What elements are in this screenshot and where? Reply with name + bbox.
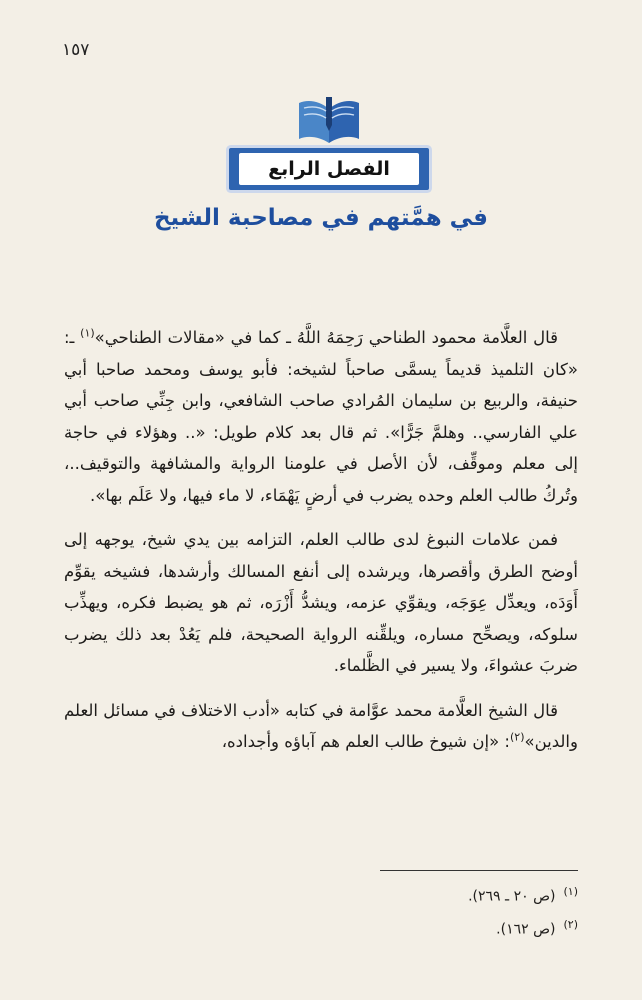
footnote-ref-1: (١) — [80, 326, 95, 340]
chapter-title: في همَّتهم في مصاحبة الشيخ — [153, 205, 488, 231]
footnote-2-text: (ص ١٦٢). — [496, 921, 556, 938]
paragraph-2-text: فمن علامات النبوغ لدى طالب العلم، التزامه بين يدي شيخ، يوجهه إلى أوضح الطرق وأقصرها، ويرشده إلى أنفع المسالك وأرشدها، فشيخه يقوِّم أَوَدَه، ويعدِّل عِوَجَه، ويقوِّي عزمه، ويشدُّ أَزْرَه، ثم هو يضبط فكره، ويهذِّب سلوكه، ويصحِّح مساره، ويلقِّنه الرواية الصحيحة، فلم يَعُدْ بعد ذلك يضرب ضربَ عشواءَ، ولا يسير في الظَّلماء. — [64, 530, 578, 675]
paragraph-1-text-a: قال العلَّامة محمود الطناحي رَحِمَهُ اللَّهُ ـ كما في «مقالات الطناحي» — [94, 328, 559, 347]
footnote-1 — [64, 878, 578, 911]
paragraph-2 — [64, 524, 578, 682]
chapter-banner — [229, 148, 429, 190]
footnotes — [64, 878, 578, 943]
paragraph-3-text-a: قال الشيخ العلَّامة محمد عوَّامة في كتابه «أدب الاختلاف في مسائل العلم والدين» — [64, 700, 578, 751]
paragraph-3-text-b: : «إن شيوخ طالب العلم هم آباؤه وأجداده، — [221, 732, 510, 751]
paragraph-1-text-b: ـ: «كان التلميذ قديماً يسمَّى صاحباً لشيخه: فأبو يوسف ومحمد صاحبا أبي حنيفة، والربيع بن سليمان المُرادي صاحب الشافعي، وابن جِنِّي صاحب أبي علي الفارسي.. وهلمَّ جَرًّا». ثم قال بعد كلام طويل: «.. وهؤلاء في حاجة إلى معلم وموقِّف، لأن الأصل في علومنا الرواية والمشافهة والتوقيف..، وتُركُ طالب العلم وحده يضرب في أرضٍ يَهْمَاء، لا ماء فيها، ولا عَلَم بها». — [64, 328, 578, 505]
footnote-1-text: (ص ٢٠ ـ ٢٦٩). — [468, 888, 556, 905]
chapter-label: الفصل الرابع — [239, 153, 419, 185]
open-book-icon — [296, 95, 362, 145]
footnote-2 — [64, 911, 578, 944]
footnote-divider — [380, 870, 578, 871]
footnote-ref-2: (٢) — [509, 730, 525, 744]
body-text — [64, 322, 578, 771]
footnote-1-number: (١) — [563, 885, 578, 898]
paragraph-3 — [64, 695, 578, 758]
page-number: ١٥٧ — [62, 40, 90, 60]
paragraph-1 — [64, 322, 578, 511]
footnote-2-number: (٢) — [563, 917, 578, 931]
